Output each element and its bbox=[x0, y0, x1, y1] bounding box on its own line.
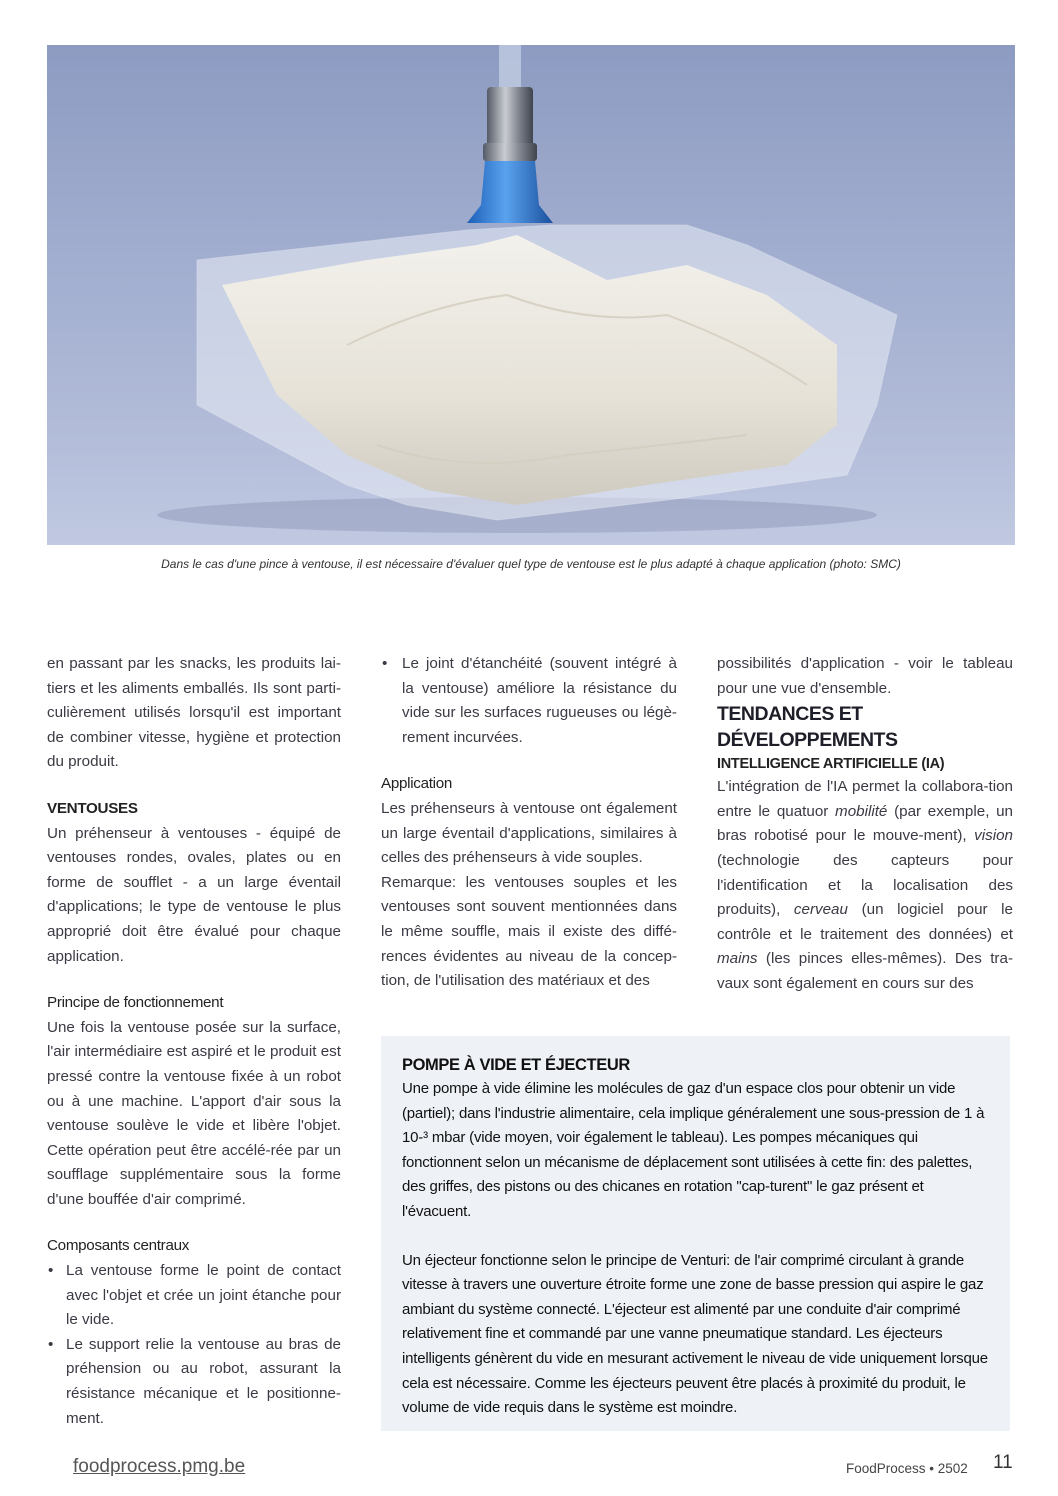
column-2 bbox=[381, 652, 677, 994]
box-title: POMPE À VIDE ET ÉJECTEUR bbox=[402, 1056, 630, 1074]
box-paragraph-pump: Une pompe à vide élimine les molécules de gaz d'un espace clos pour obtenir un vide (partiel); dans l'industrie alimentaire, cela implique généralement une sous-pression de 1 à 10-³ mbar (vide moyen, voir également le tableau). Les pompes mécaniques qui fonctionnent selon un mécanisme de déplacement sont utilisées à cette fin: des palettes, des griffes, des pistons ou des chicanes en rotation "cap-turent" le gaz présent et l'évacuent. bbox=[402, 1080, 985, 1220]
application-heading: Application bbox=[381, 775, 452, 793]
principe-heading: Principe de fonctionnement bbox=[47, 994, 224, 1012]
ventouses-text: Un préhenseur à ventouses - équipé de ventouses rondes, ovales, plates ou en forme de soufflet - a un large éventail d'applications; le type de ventouse le plus approprié doit être évalué pour chaque application. bbox=[47, 824, 341, 965]
tendances-heading: TENDANCES ET DÉVELOPPEMENTS bbox=[717, 703, 898, 752]
remarque-text: Remarque: les ventouses souples et les ventouses sont souvent mentionnées dans le même souffle, mais il existe des diffé-rences évidentes au niveau de la concep-tion, de l'utilisation des matériaux et des bbox=[381, 873, 677, 990]
joint-list bbox=[381, 652, 677, 750]
issue-label: FoodProcess • 2502 bbox=[846, 1461, 968, 1476]
col3-intro: possibilités d'application - voir le tableau pour une vue d'ensemble. bbox=[717, 655, 1013, 697]
list-item: • Le joint d'étanchéité (souvent intégré à la ventouse) améliore la résistance du vide sur les surfaces rugueuses ou légè-rement incurvées. bbox=[381, 652, 677, 750]
list-item: • Le support relie la ventouse au bras de préhension ou au robot, assurant la résistance mécanique et le positionne-ment. bbox=[47, 1333, 341, 1431]
col1-intro: en passant par les snacks, les produits lai-tiers et les aliments emballés. Ils sont parti-culièrement utilisés lorsqu'il est important de combiner vitesse, hygiène et protection du produit. bbox=[47, 655, 341, 771]
column-3 bbox=[717, 652, 1013, 997]
ia-heading: INTELLIGENCE ARTIFICIELLE (IA) bbox=[717, 756, 945, 773]
ia-text: L'intégration de l'IA permet la collabora-tion entre le quatuor mobilité (par exemple, un bras robotisé pour le mouve-ment), vision (technologie des capteurs pour l'identification et la localisation des produits), cerveau (un logiciel pour le contrôle et le traitement des données) et mains (les pinces elles-mêmes). Des tra-vaux sont également en cours sur des bbox=[717, 778, 1014, 992]
composants-heading: Composants centraux bbox=[47, 1237, 190, 1255]
application-text: Les préhenseurs à ventouse ont également un large éventail d'applications, similaires à celles des préhenseurs à vide souples. bbox=[381, 799, 677, 867]
info-box bbox=[381, 1036, 1010, 1431]
page-number: 11 bbox=[993, 1452, 1013, 1473]
ventouses-heading: VENTOUSES bbox=[47, 799, 138, 817]
composants-list bbox=[47, 1259, 341, 1431]
principe-text: Une fois la ventouse posée sur la surface, l'air intermédiaire est aspiré et le produit est pressé contre la ventouse fixée à un robot ou à une machine. L'apport d'air sous la ventouse soulève le vide et libère l'objet. Cette opération peut être accélé-rée par un soufflage supplémentaire sous la forme d'une bouffée d'air comprimé. bbox=[47, 1018, 341, 1208]
box-paragraph-ejector: Un éjecteur fonctionne selon le principe de Venturi: de l'air comprimé circulant à grande vitesse à travers une ouverture étroite forme une zone de basse pression qui aspire le gaz ambiant du système connecté. L'éjecteur est alimenté par une conduite d'air comprimé relativement fine et commandé par une vanne pneumatique standard. Les éjecteurs intelligents génèrent du vide en mesurant activement le niveau de vide uniquement lorsque cela est nécessaire. Comme les éjecteurs peuvent être placés à proximité du produit, le volume de vide requis dans le système est moindre. bbox=[402, 1251, 988, 1417]
column-1 bbox=[47, 652, 341, 1431]
photo-caption: Dans le cas d'une pince à ventouse, il est nécessaire d'évaluer quel type de ventouse est le plus adapté à chaque application (photo: SMC) bbox=[161, 557, 901, 571]
list-item: • La ventouse forme le point de contact avec l'objet et crée un joint étanche pour le vide. bbox=[47, 1259, 341, 1333]
suction-gripper-illustration bbox=[47, 45, 1015, 545]
website-link[interactable]: foodprocess.pmg.be bbox=[73, 1456, 246, 1477]
article-photo bbox=[47, 45, 1015, 545]
